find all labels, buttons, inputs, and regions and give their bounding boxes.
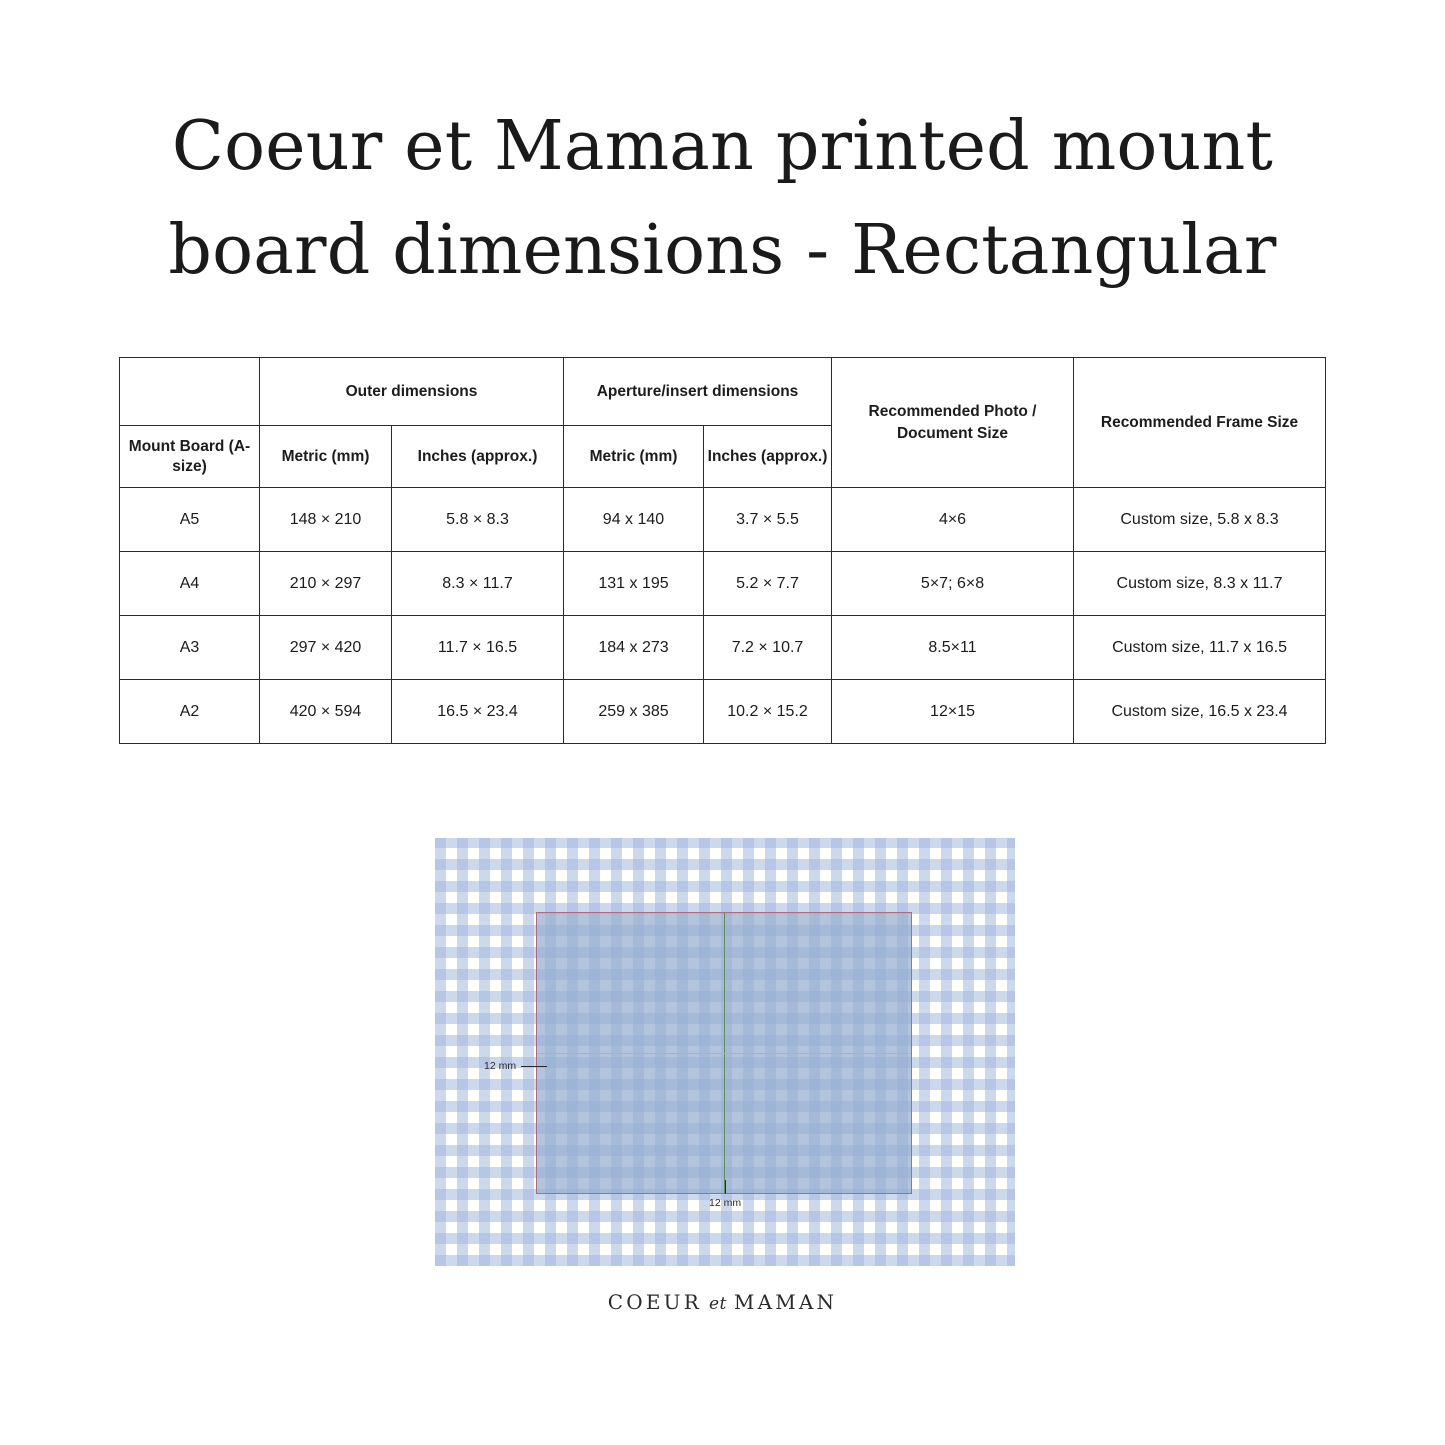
cell-photo-size: 12×15	[832, 680, 1074, 744]
cell-aperture-inches: 10.2 × 15.2	[704, 680, 832, 744]
brand-word-coeur: COEUR	[607, 1290, 702, 1314]
cell-frame-size: Custom size, 11.7 x 16.5	[1074, 616, 1326, 680]
horizontal-guide-line	[537, 1053, 911, 1054]
cell-aperture-inches: 7.2 × 10.7	[704, 616, 832, 680]
header-aperture-dimensions: Aperture/insert dimensions	[564, 358, 832, 426]
cell-aperture-metric: 131 x 195	[564, 552, 704, 616]
cell-outer-inches: 16.5 × 23.4	[392, 680, 564, 744]
leader-line-vertical-icon	[725, 1180, 726, 1194]
cell-outer-inches: 11.7 × 16.5	[392, 616, 564, 680]
header-outer-dimensions: Outer dimensions	[260, 358, 564, 426]
border-width-label-left-text: 12 mm	[484, 1060, 517, 1072]
cell-outer-inches: 5.8 × 8.3	[392, 488, 564, 552]
header-aperture-metric: Metric (mm)	[564, 426, 704, 488]
header-recommended-frame-size: Recommended Frame Size	[1074, 358, 1326, 488]
header-mount-board: Mount Board (A-size)	[120, 426, 260, 488]
cell-outer-metric: 420 × 594	[260, 680, 392, 744]
cell-outer-metric: 148 × 210	[260, 488, 392, 552]
cell-outer-inches: 8.3 × 11.7	[392, 552, 564, 616]
cell-aperture-inches: 3.7 × 5.5	[704, 488, 832, 552]
leader-line-horizontal-icon	[521, 1066, 547, 1067]
cell-outer-metric: 210 × 297	[260, 552, 392, 616]
cell-aperture-metric: 184 x 273	[564, 616, 704, 680]
header-corner-blank	[120, 358, 260, 426]
cell-aperture-metric: 94 x 140	[564, 488, 704, 552]
cell-outer-metric: 297 × 420	[260, 616, 392, 680]
page-title-line-2: board dimensions - Rectangular	[168, 211, 1277, 290]
cell-photo-size: 4×6	[832, 488, 1074, 552]
cell-aperture-metric: 259 x 385	[564, 680, 704, 744]
cell-frame-size: Custom size, 16.5 x 23.4	[1074, 680, 1326, 744]
border-width-label-bottom-text: 12 mm	[709, 1197, 742, 1209]
cell-mount-board: A2	[120, 680, 260, 744]
header-outer-metric: Metric (mm)	[260, 426, 392, 488]
cell-frame-size: Custom size, 5.8 x 8.3	[1074, 488, 1326, 552]
dimensions-table-container	[119, 357, 1325, 744]
cell-mount-board: A3	[120, 616, 260, 680]
mount-board-diagram	[435, 838, 1015, 1266]
page-title	[0, 95, 1445, 303]
table-row	[120, 552, 1326, 616]
cell-photo-size: 5×7; 6×8	[832, 552, 1074, 616]
page-title-line-1: Coeur et Maman printed mount	[171, 107, 1274, 186]
table-header-group-row	[120, 358, 1326, 426]
aperture-rectangle	[536, 912, 912, 1194]
cell-mount-board: A5	[120, 488, 260, 552]
header-aperture-inches: Inches (approx.)	[704, 426, 832, 488]
cell-photo-size: 8.5×11	[832, 616, 1074, 680]
table-row	[120, 616, 1326, 680]
header-recommended-photo-size: Recommended Photo / Document Size	[832, 358, 1074, 488]
border-width-label-bottom	[709, 1180, 741, 1209]
header-outer-inches: Inches (approx.)	[392, 426, 564, 488]
brand-logo	[0, 1290, 1445, 1314]
border-width-label-left	[484, 1060, 547, 1072]
dimensions-table	[119, 357, 1326, 744]
cell-aperture-inches: 5.2 × 7.7	[704, 552, 832, 616]
table-row	[120, 680, 1326, 744]
brand-word-maman: MAMAN	[733, 1290, 838, 1314]
cell-mount-board: A4	[120, 552, 260, 616]
cell-frame-size: Custom size, 8.3 x 11.7	[1074, 552, 1326, 616]
brand-word-et: et	[708, 1294, 727, 1314]
table-row	[120, 488, 1326, 552]
